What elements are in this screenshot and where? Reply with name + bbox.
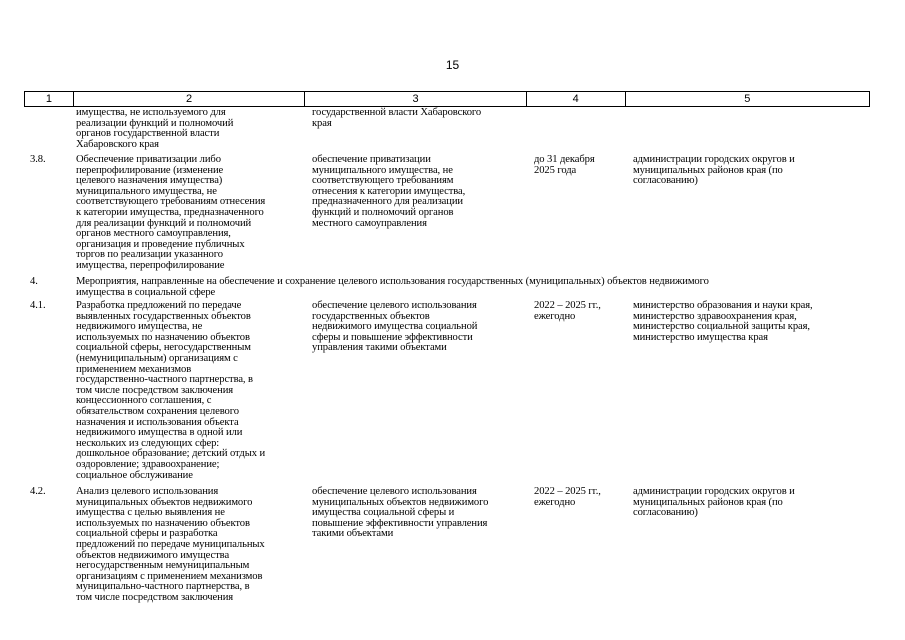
row-4-2-measure: Анализ целевого использования муниципальных объектов недвижимого имущества с целью выявления не используемых по назначению объектов социальной сферы и разработка предложений по передаче муниципальных объектов недвижимого имущества негосударственным немуниципальным организациям с применением механизмов муниципально-частного партнерства, в том числе посредством заключения [76,486,265,603]
header-col-5: 5 [744,93,751,105]
row-4-2-number: 4.2. [30,486,46,497]
row-3-8-number: 3.8. [30,154,46,165]
row-4-section-title: Мероприятия, направленные на обеспечение и сохранение целевого использования государственных (муниципальных) объектов недвижимого имущества в социальной сфере [76,276,709,298]
table-header-row [24,91,870,107]
cont-measure-text: имущества, не используемого для реализации функций и полномочий органов государственной власти Хабаровского края [76,107,234,150]
row-3-8-measure: Обеспечение приватизации либо перепрофилирование (изменение целевого назначения имущества) муниципального имущества, не соответствующего требованиям отнесения к категории имущества, предназначенного для реализации функций и полномочий органов местного самоуправления, организация и проведение публичных торгов по реализации указанного имущества, перепрофилирование [76,154,266,271]
header-col-3: 3 [305,92,526,106]
row-4-1-responsible: министерство образования и науки края, министерство здравоохранения края, министерство социальной защиты края, министерство имущества края [633,300,813,343]
row-3-8-responsible: администрации городских округов и муниципальных районов края (по согласованию) [633,154,795,187]
row-4-1-result: обеспечение целевого использования государственных объектов недвижимого имущества социальной сферы и повышение эффективности управления такими объектами [312,300,478,354]
page-number: 15 [445,58,460,72]
cont-result-text: государственной власти Хабаровского края [312,107,482,129]
row-4-1-measure: Разработка предложений по передаче выявленных государственных объектов недвижимого имущества, не используемых по назначению объектов социальной сферы, негосударственным (немуниципальным) организациям с применением механизмов государственно-частного партнерства, в том числе посредством заключения концессионного соглашения, с обязательством сохранения целевого назначения и использования объекта недвижимого имущества в одной или нескольких из следующих сфер: дошкольное образование; детский отдых и оздоровление; здравоохранение; социальное обслуживание [76,300,266,481]
header-col-4: 4 [527,92,626,106]
row-4-2-responsible: администрации городских округов и муниципальных районов края (по согласованию) [633,486,795,519]
header-col-2: 2 [74,92,305,106]
row-3-8-result: обеспечение приватизации муниципального имущества, не соответствующего требованиям отнесения к категории имущества, предназначенного для реализации функций и полномочий органов местного самоуправления [312,154,466,229]
row-4-2-deadline: 2022 – 2025 гг., ежегодно [534,486,601,508]
row-4-number: 4. [30,276,38,287]
row-4-1-number: 4.1. [30,300,46,311]
row-3-8-deadline: до 31 декабря 2025 года [534,154,595,176]
header-col-1: 1 [25,92,74,106]
row-4-2-result: обеспечение целевого использования муниципальных объектов недвижимого имущества социальной сферы и повышение эффективности управления такими объектами [312,486,489,540]
row-4-1-deadline: 2022 – 2025 гг., ежегодно [534,300,601,322]
